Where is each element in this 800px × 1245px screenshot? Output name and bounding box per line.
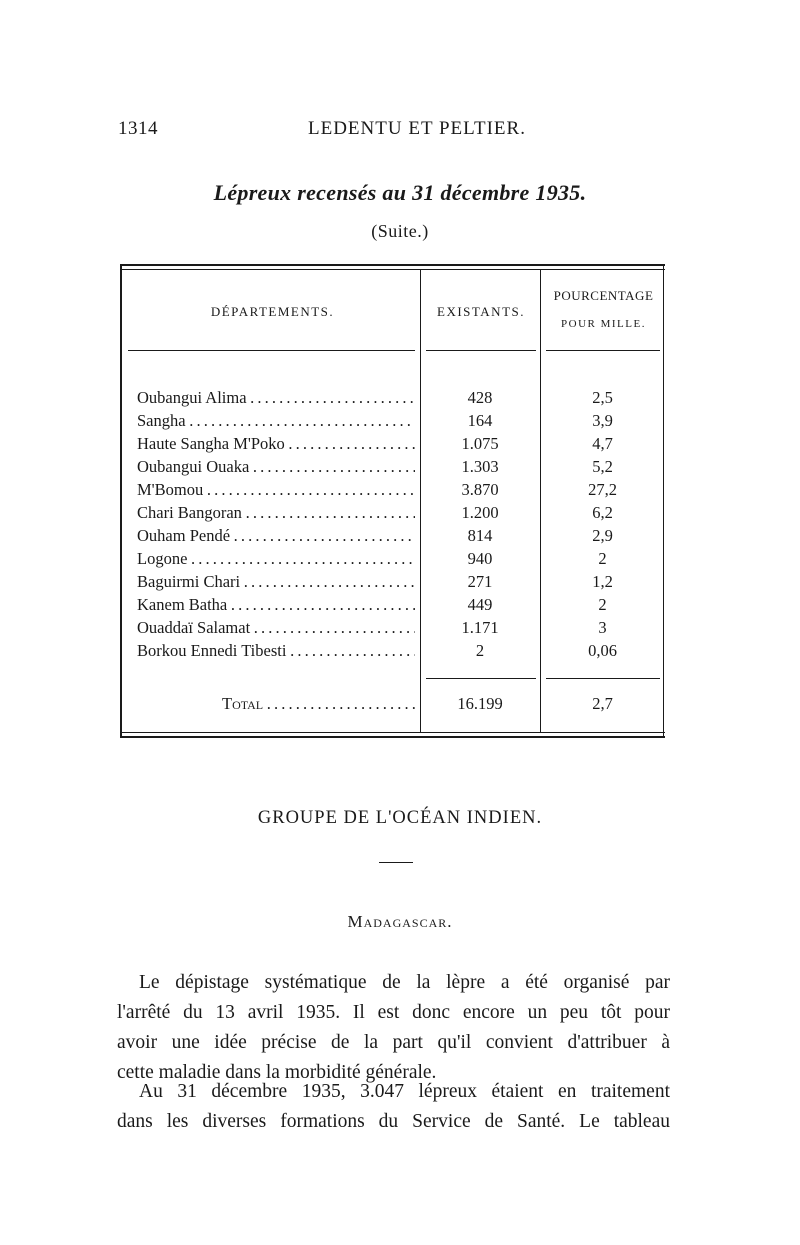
row-existants: 449 [467,595,493,614]
table-row [120,480,665,503]
row-pourcentage: 0,06 [588,641,617,660]
table-row [120,618,665,641]
total-label: Total . . . [222,694,415,714]
row-departement: Chari Bangoran . . . [137,503,415,523]
row-existants: 1.171 [461,618,499,637]
table-row [120,595,665,618]
section-title: GROUPE DE L'OCÉAN INDIEN. [257,808,543,828]
row-pourcentage: 2,9 [592,526,613,545]
row-pourcentage: 1,2 [592,572,613,591]
row-departement: Baguirmi Chari . . . [137,572,415,592]
table-row [120,549,665,572]
header-rule-2 [426,350,536,351]
row-existants: 271 [467,572,493,591]
table-subtitle: (Suite.) [371,221,429,241]
row-departement: Ouham Pendé . . . [137,526,415,546]
paragraph-line: cette maladie dans la morbidité générale. [117,1062,437,1083]
row-pourcentage: 2 [598,595,607,614]
row-existants: 1.200 [461,503,499,522]
header-pour-mille: POUR MILLE. [561,318,646,330]
row-pourcentage: 2 [598,549,607,568]
paragraph-line: Au 31 décembre 1935, 3.047 lépreux étaient en traitement [139,1081,670,1102]
row-departement: Sangha . . . [137,411,415,431]
table-bottom-rule [120,736,665,738]
header-departements: DÉPARTEMENTS. [210,304,335,319]
table-total-row [120,694,665,717]
row-existants: 940 [467,549,493,568]
header-rule-3 [546,350,660,351]
table-title: Lépreux recensés au 31 décembre 1935. [213,180,587,205]
row-existants: 2 [475,641,485,660]
total-rule-2 [546,678,660,679]
table-row [120,457,665,480]
page-number: 1314 [118,118,158,139]
row-existants: 1.075 [461,434,499,453]
table-row [120,526,665,549]
row-pourcentage: 27,2 [588,480,617,499]
row-existants: 814 [467,526,493,545]
row-departement: Ouaddaï Salamat . . . [137,618,415,638]
header-pourcentage: POURCENTAGE [553,288,654,303]
row-departement: M'Bomou . . . [137,480,415,500]
row-pourcentage: 5,2 [592,457,613,476]
section-divider [379,862,413,863]
row-departement: Kanem Batha . . . [137,595,415,615]
paragraph-line: dans les diverses formations du Service de Santé. Le tableau [117,1111,670,1132]
header-existants: EXISTANTS. [437,304,525,319]
header-rule-1 [128,350,415,351]
row-departement: Oubangui Ouaka . . . [137,457,415,477]
running-head [118,118,673,142]
leprosy-table [120,264,665,738]
table-row [120,388,665,411]
row-pourcentage: 3 [598,618,607,637]
paragraph-line: avoir une idée précise de la part qu'il convient d'attribuer à [117,1032,670,1053]
paragraph-2 [117,1077,670,1137]
running-head-title: LEDENTU ET PELTIER. [308,118,526,139]
paragraph-1 [117,968,670,1088]
row-pourcentage: 2,5 [592,388,613,407]
table-row [120,411,665,434]
table-row [120,434,665,457]
table-row [120,641,665,664]
total-existants: 16.199 [457,694,503,713]
row-pourcentage: 4,7 [592,434,613,453]
row-pourcentage: 6,2 [592,503,613,522]
total-pourcentage: 2,7 [592,694,613,713]
table-top-rule-inner [120,269,665,270]
row-existants: 164 [467,411,493,430]
row-existants: 428 [467,388,493,407]
table-bottom-rule-inner [120,732,665,733]
table-row [120,503,665,526]
row-existants: 1.303 [461,457,499,476]
row-departement: Borkou Ennedi Tibesti . . . [137,641,415,661]
row-pourcentage: 3,9 [592,411,613,430]
row-departement: Oubangui Alima . . . [137,388,415,408]
paragraph-line: l'arrêté du 13 avril 1935. Il est donc encore un peu tôt pour [117,1002,670,1023]
row-departement: Haute Sangha M'Poko . . . [137,434,415,454]
row-departement: Logone . . . [137,549,415,569]
row-existants: 3.870 [461,480,499,499]
subsection-title: Madagascar. [347,912,453,931]
table-top-rule [120,264,665,266]
paragraph-line: Le dépistage systématique de la lèpre a été organisé par [139,972,670,993]
table-row [120,572,665,595]
total-rule-1 [426,678,536,679]
